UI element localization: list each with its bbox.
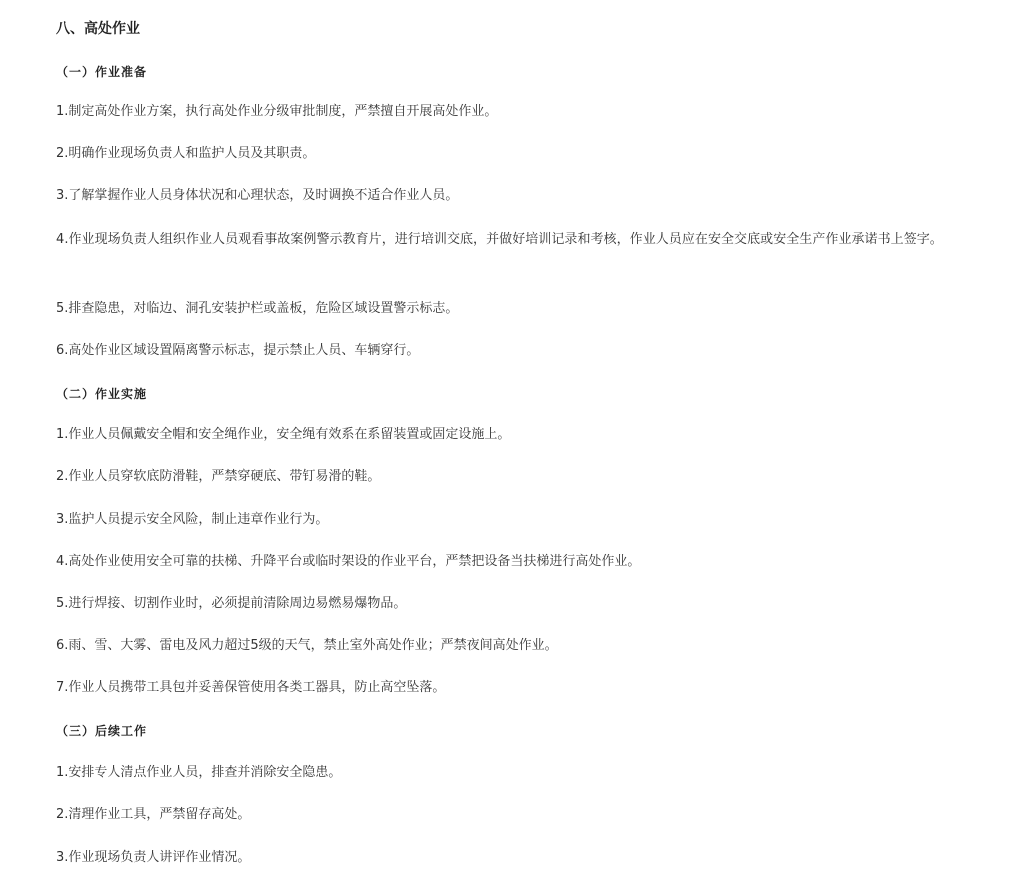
paragraph: 5.排查隐患，对临边、洞孔安装护栏或盖板，危险区域设置警示标志。: [56, 301, 459, 316]
section-title: 八、高处作业: [56, 21, 140, 37]
paragraph: 7.作业人员携带工具包并妥善保管使用各类工器具，防止高空坠落。: [56, 680, 446, 695]
subsection-heading-preparation: （一）作业准备: [56, 65, 148, 79]
paragraph: 5.进行焊接、切割作业时，必须提前清除周边易燃易爆物品。: [56, 596, 407, 611]
paragraph: 3.监护人员提示安全风险，制止违章作业行为。: [56, 512, 329, 527]
paragraph: 1.安排专人清点作业人员，排查并消除安全隐患。: [56, 765, 342, 780]
paragraph: 4.高处作业使用安全可靠的扶梯、升降平台或临时架设的作业平台，严禁把设备当扶梯进行高处作业。: [56, 554, 641, 569]
paragraph: 3.了解掌握作业人员身体状况和心理状态，及时调换不适合作业人员。: [56, 188, 459, 203]
paragraph: 2.作业人员穿软底防滑鞋，严禁穿硬底、带钉易滑的鞋。: [56, 469, 381, 484]
paragraph: 1.作业人员佩戴安全帽和安全绳作业，安全绳有效系在系留装置或固定设施上。: [56, 427, 511, 442]
subsection-heading-followup: （三）后续工作: [56, 724, 148, 738]
paragraph: 6.高处作业区域设置隔离警示标志，提示禁止人员、车辆穿行。: [56, 343, 420, 358]
paragraph: 2.明确作业现场负责人和监护人员及其职责。: [56, 146, 316, 161]
subsection-heading-implementation: （二）作业实施: [56, 387, 148, 401]
paragraph: 2.清理作业工具，严禁留存高处。: [56, 807, 251, 822]
paragraph: 6.雨、雪、大雾、雷电及风力超过5级的天气，禁止室外高处作业；严禁夜间高处作业。: [56, 638, 558, 653]
paragraph: 4.作业现场负责人组织作业人员观看事故案例警示教育片，进行培训交底，并做好培训记录和考核，作业人员应在安全交底或安全生产作业承诺书上签字。: [56, 232, 943, 247]
paragraph: 1.制定高处作业方案，执行高处作业分级审批制度，严禁擅自开展高处作业。: [56, 104, 498, 119]
paragraph: 3.作业现场负责人讲评作业情况。: [56, 850, 251, 865]
